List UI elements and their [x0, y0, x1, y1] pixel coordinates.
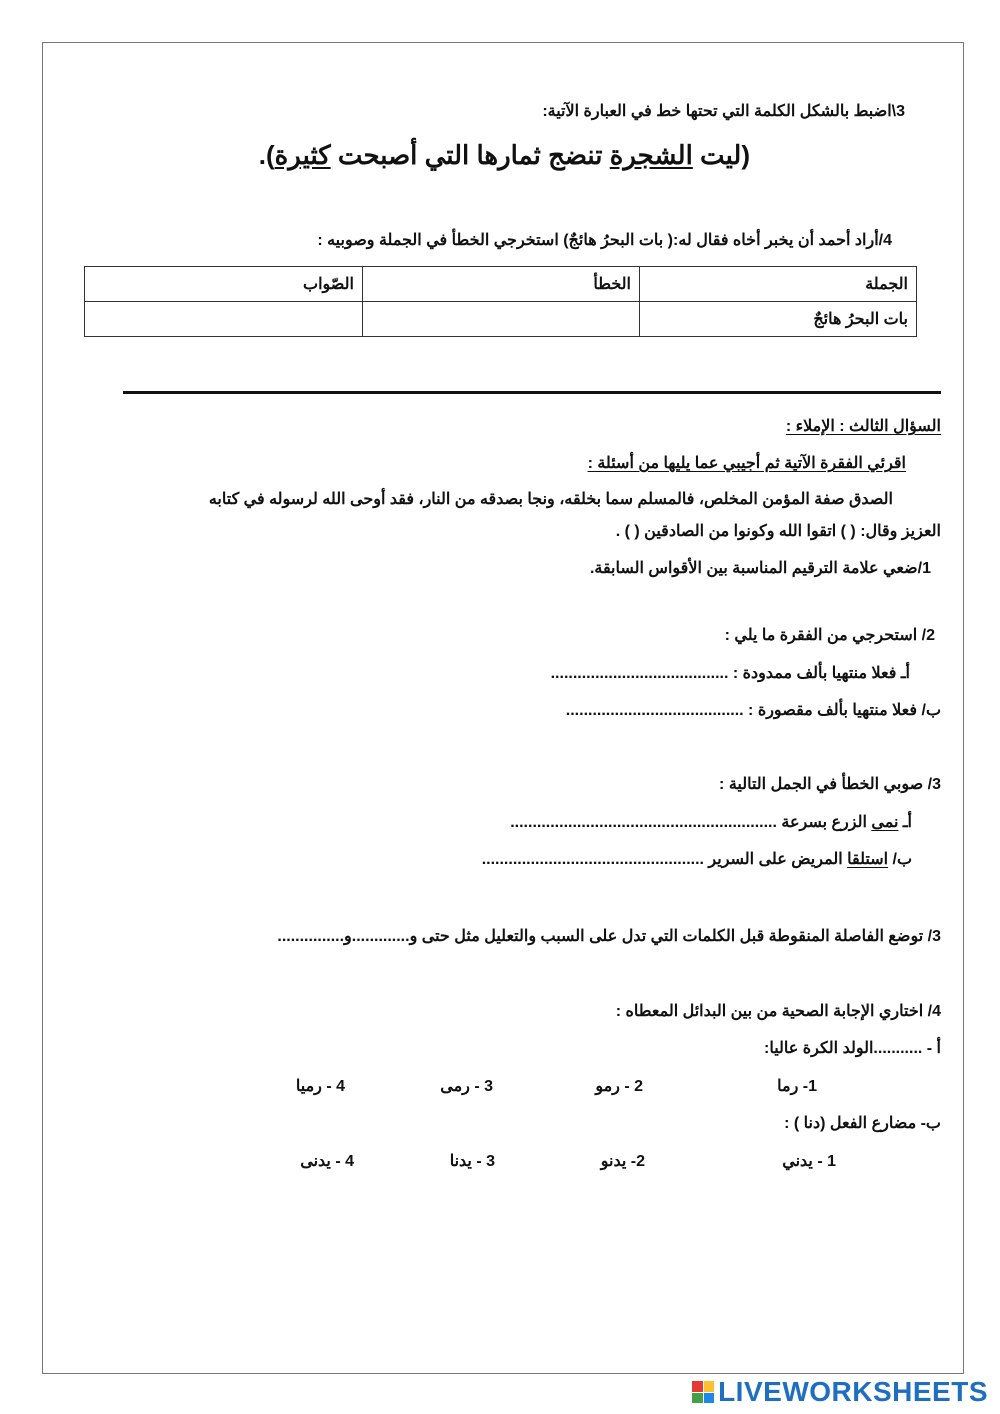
sentence-part: ). — [258, 140, 275, 170]
paragraph-line-1: الصدق صفة المؤمن المخلص، فالمسلم سما بخلقه، ونجا بصدقه من النار، فقد أوحى الله لرسوله في كتابه — [208, 491, 893, 508]
s4-b: ب- مضارع الفعل (دنا ) : — [784, 1115, 941, 1132]
s3-a[interactable] — [510, 813, 912, 833]
underlined-word: استلقا — [847, 851, 889, 868]
text: الزرع بسرعة ............................................................ — [510, 814, 872, 831]
sentence-part: تنضج ثمارها التي أصبحت — [330, 140, 610, 170]
section-title: السؤال الثالث : الإملاء : — [785, 418, 941, 435]
liveworksheets-logo — [692, 1376, 988, 1408]
s2-title: 2/ استحرجي من الفقرة ما يلي : — [724, 627, 935, 644]
sentence-part: (ليت — [692, 140, 750, 170]
cell-correction-input[interactable] — [85, 302, 363, 337]
option[interactable]: 2- يدنو — [600, 1153, 645, 1170]
s4-title: 4/ اختاري الإجابة الصحية من بين البدائل المعطاه : — [615, 1003, 941, 1020]
underlined-word: نمى — [871, 814, 899, 831]
error-table — [84, 266, 917, 337]
option[interactable]: 4 - يدنى — [300, 1153, 354, 1170]
paragraph-line-2: العزيز وقال: ( ) اتقوا الله وكونوا من الصادقين ( ) . — [615, 523, 941, 540]
s2-b[interactable]: ب/ فعلا منتهيا بألف مقصورة : ........................................ — [565, 702, 941, 719]
option[interactable]: 2 - رمو — [595, 1078, 643, 1095]
option[interactable]: 1 - يدني — [782, 1153, 836, 1170]
header-sentence: الجملة — [640, 267, 917, 302]
q4-title: 4/أراد أحمد أن يخبر أخاه فقال له:( بات البحرُ هائجٌ) استخرجي الخطأ في الجملة وصوبيه : — [317, 232, 892, 249]
q3-sentence — [259, 139, 750, 171]
logo-icon — [692, 1381, 714, 1403]
logo-text: LIVEWORKSHEETS — [718, 1376, 988, 1407]
q3-title: 3\اضبط بالشكل الكلمة التي تحتها خط في العبارة الآتية: — [542, 103, 905, 120]
cell-sentence: بات البحرُ هائجٌ — [640, 302, 917, 337]
header-error: الخطأ — [363, 267, 640, 302]
option[interactable]: 1- رما — [777, 1078, 817, 1095]
s3-b[interactable] — [482, 850, 912, 870]
text: المريض على السرير .................................................. — [481, 851, 848, 868]
s2-a[interactable]: أـ فعلا منتهيا بألف ممدودة : ........................................ — [550, 665, 910, 682]
s3b-task[interactable]: 3/ توضع الفاصلة المنقوطة قبل الكلمات التي تدل على السبب والتعليل مثل حتى و.............و............... — [277, 928, 941, 945]
label: أـ — [898, 814, 912, 831]
underlined-word: الشجرة — [609, 140, 693, 170]
s1-task: 1/ضعي علامة الترقيم المناسبة بين الأقواس السابقة. — [589, 560, 931, 577]
cell-error-input[interactable] — [363, 302, 640, 337]
option[interactable]: 3 - رمى — [440, 1078, 493, 1095]
instruction: اقرئي الفقرة الآتية ثم أجيبي عما يليها من أسئلة : — [587, 455, 906, 472]
underlined-word: كثيرة — [274, 140, 331, 170]
option[interactable]: 3 - يدنا — [449, 1153, 495, 1170]
s4-a: أ - ...........الولد الكرة عاليا: — [763, 1040, 941, 1057]
header-correction: الصّواب — [85, 267, 363, 302]
s3-title: 3/ صوبي الخطأ في الجمل التالية : — [719, 776, 941, 793]
divider — [123, 391, 941, 394]
label: ب/ — [888, 851, 912, 868]
option[interactable]: 4 - رميا — [295, 1078, 345, 1095]
